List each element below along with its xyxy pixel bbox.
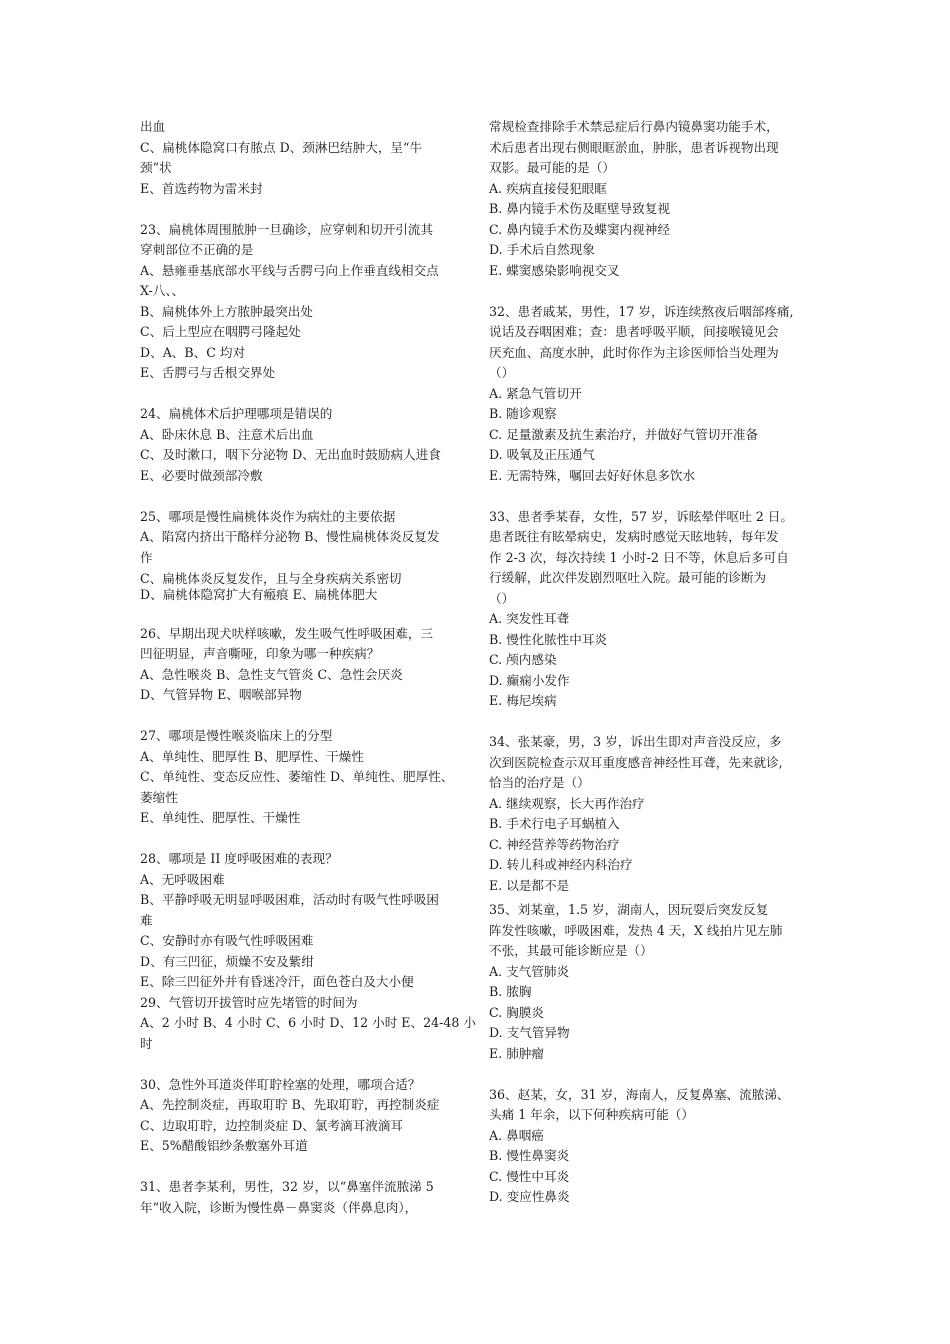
question-stem: 23、扁桃体周围脓肿一旦确诊，应穿刺和切开引流其 <box>140 221 434 237</box>
answer-option: E、必要时做颈部冷敷 <box>140 467 263 483</box>
answer-option: C. 胸膜炎 <box>489 1004 544 1020</box>
answer-option: B. 手术行电子耳蜗植入 <box>489 816 620 831</box>
text-line: E、首选药物为雷米封 <box>140 180 263 196</box>
answer-option: C、扁桃体炎反复发作，且与全身疾病关系密切 <box>140 571 402 586</box>
answer-option: A、卧床休息 B、注意术后出血 <box>140 426 314 442</box>
question-stem: 31、患者李某利，男性，32 岁，以“鼻塞伴流脓涕 5 <box>140 1179 434 1194</box>
answer-option: E、除三凹征外并有昏迷冷汗，面色苍白及大小便 <box>140 974 414 989</box>
question-block <box>489 1085 817 1208</box>
question-stem: 阵发性咳嗽，呼吸困难，发热 4 天，X 线拍片见左肺 <box>489 922 783 938</box>
answer-option: A. 支气管肺炎 <box>489 963 570 979</box>
answer-option: D、有三凹征，烦燥不安及紫绀 <box>140 953 314 969</box>
question-stem: 穿刺部位不正确的是 <box>140 242 254 257</box>
answer-option: A、单纯性、肥厚性 B、肥厚性、干燥性 <box>140 748 364 764</box>
answer-option: A. 突发性耳聋 <box>489 611 570 626</box>
question-block <box>140 117 468 199</box>
question-stem: 35、刘某童，1.5 岁，湖南人，因玩耍后突发反复 <box>489 902 769 917</box>
answer-option: D. 手术后自然现象 <box>489 242 595 257</box>
text-line: 出血 <box>140 119 166 134</box>
answer-option: C. 慢性中耳炎 <box>489 1168 570 1184</box>
answer-option: D. 转儿科或神经内科治疗 <box>489 857 633 872</box>
question-stem: （） <box>489 590 515 606</box>
question-block <box>489 732 817 896</box>
answer-option: D、扁桃体隐窝扩大有瘢痕 E、扁桃体肥大 <box>140 587 378 602</box>
question-block <box>140 849 468 993</box>
answer-option: A. 疾病直接侵犯眼眶 <box>489 180 607 196</box>
answer-option: A、先控制炎症，再取耵聍 B、先取耵聍，再控制炎症 <box>140 1097 440 1112</box>
answer-option: E、5%醋酸铝纱条敷塞外耳道 <box>140 1138 308 1153</box>
answer-option: X-八、、 <box>140 283 185 298</box>
answer-option: B、扁桃体外上方脓肿最突出处 <box>140 303 313 319</box>
text-line: C、扁桃体隐窝口有脓点 D、颈淋巴结肿大，呈“牛 <box>140 139 423 155</box>
question-block <box>140 1177 468 1218</box>
question-stem: 双影。最可能的是（） <box>489 160 615 175</box>
question-stem: 不张，其最可能诊断应是（） <box>489 943 653 958</box>
answer-option: B. 慢性鼻窦炎 <box>489 1148 570 1163</box>
answer-option: A、无呼吸困难 <box>140 871 225 887</box>
question-block <box>140 1075 468 1157</box>
answer-option: D. 癫痫小发作 <box>489 672 570 688</box>
question-block <box>140 404 468 486</box>
answer-option: D. 支气管异物 <box>489 1025 570 1040</box>
answer-option: E. 梅尼埃病 <box>489 693 557 708</box>
answer-option: 时 <box>140 1035 153 1051</box>
question-stem: 头痛 1 年余，以下何种疾病可能（） <box>489 1107 694 1122</box>
answer-option: D、A、B、C 均对 <box>140 344 246 360</box>
question-stem: 34、张某豪，男，3 岁，诉出生即对声音没反应，多 <box>489 734 782 749</box>
question-stem: 年”收入院，诊断为慢性鼻－鼻窦炎（伴鼻息肉）， <box>140 1199 418 1215</box>
question-stem: 患者既往有眩晕病史，发病时感觉天眩地转，每年发 <box>489 529 779 544</box>
question-stem: 32、患者戚某，男性，17 岁，诉连续熬夜后咽部疼痛, <box>489 303 794 319</box>
question-block <box>489 900 817 1064</box>
answer-option: A、2 小时 B、4 小时 C、6 小时 D、12 小时 E、24-48 小 <box>140 1015 476 1030</box>
answer-option: C. 鼻内镜手术伤及蝶窦内视神经 <box>489 221 670 237</box>
answer-option: 作 <box>140 549 153 565</box>
answer-option: D. 吸氧及正压通气 <box>489 447 595 462</box>
question-stem: 26、早期出现犬吠样咳嗽，发生吸气性呼吸困难，三 <box>140 625 434 641</box>
question-stem: 28、哪项是 II 度呼吸困难的表现？ <box>140 851 338 866</box>
question-block <box>489 302 817 487</box>
answer-option: 萎缩性 <box>140 789 178 805</box>
question-stem: 作 2-3 次，每次持续 1 小时-2 日不等，休息后多可自 <box>489 549 789 565</box>
question-stem: 说话及吞咽困难；查：患者呼吸平顺，间接喉镜见会 <box>489 324 779 339</box>
right-column <box>489 117 817 1208</box>
question-block <box>489 117 817 281</box>
question-stem: 25、哪项是慢性扁桃体炎作为病灶的主要依据 <box>140 508 396 524</box>
answer-option: C. 颅内感染 <box>489 652 557 667</box>
answer-option: A、陷窝内挤出干酪样分泌物 B、慢性扁桃体炎反复发 <box>140 529 440 544</box>
answer-option: C、边取耵聍，边控制炎症 D、氯考滴耳液滴耳 <box>140 1117 404 1133</box>
question-stem: 24、扁桃体术后护理哪项是错误的 <box>140 406 333 421</box>
left-column <box>140 117 476 1218</box>
question-block <box>140 220 468 384</box>
text-line: 颈”状 <box>140 160 172 175</box>
question-block <box>489 507 817 712</box>
answer-option: 难 <box>140 912 153 928</box>
answer-option: C、单纯性、变态反应性、萎缩性 D、单纯性、肥厚性、 <box>140 769 454 784</box>
answer-option: E、单纯性、肥厚性、干燥性 <box>140 810 301 825</box>
question-block <box>140 726 468 829</box>
answer-option: E. 肺肿瘤 <box>489 1045 544 1061</box>
question-stem: （） <box>489 365 515 380</box>
answer-option: C. 足量激素及抗生素治疗，并做好气管切开准备 <box>489 426 759 442</box>
answer-option: A. 继续观察，长大再作治疗 <box>489 795 645 811</box>
answer-option: A、急性喉炎 B、急性支气管炎 C、急性会厌炎 <box>140 666 403 682</box>
answer-option: C. 神经营养等药物治疗 <box>489 836 620 852</box>
question-stem: 33、患者季某春，女性，57 岁，诉眩晕伴呕吐 2 日。 <box>489 508 793 524</box>
answer-option: B. 脓胸 <box>489 984 532 999</box>
question-stem: 恰当的治疗是（） <box>489 775 590 790</box>
answer-option: B、平静呼吸无明显呼吸困难，活动时有吸气性呼吸困 <box>140 892 439 907</box>
answer-option: A、悬雍垂基底部水平线与舌腭弓向上作垂直线相交点 <box>140 262 439 278</box>
question-stem: 术后患者出现右侧眼眶淤血，肿胀，患者诉视物出现 <box>489 139 779 155</box>
answer-option: C、及时漱口，咽下分泌物 D、无出血时鼓励病人进食 <box>140 447 441 462</box>
answer-option: E、舌腭弓与舌根交界处 <box>140 365 276 380</box>
question-stem: 36、赵某，女，31 岁，海南人，反复鼻塞、流脓涕、 <box>489 1086 790 1102</box>
answer-option: B. 鼻内镜手术伤及眶壁导致复视 <box>489 201 670 216</box>
question-block <box>140 624 468 706</box>
question-stem: 30、急性外耳道炎伴耵聍栓塞的处理，哪项合适？ <box>140 1076 421 1092</box>
answer-option: C、安静时亦有吸气性呼吸困难 <box>140 933 314 948</box>
answer-option: E. 以是都不是 <box>489 877 570 893</box>
answer-option: D. 变应性鼻炎 <box>489 1189 570 1204</box>
question-stem: 次到医院检查示双耳重度感音神经性耳聋，先来就诊, <box>489 754 783 770</box>
question-stem: 27、哪项是慢性喉炎临床上的分型 <box>140 728 333 743</box>
answer-option: B. 随诊观察 <box>489 406 557 421</box>
answer-option: B. 慢性化脓性中耳炎 <box>489 631 608 647</box>
answer-option: A. 鼻咽癌 <box>489 1127 544 1143</box>
question-stem: 厌充血、高度水肿，此时你作为主诊医师恰当处理为 <box>489 344 779 360</box>
answer-option: E. 蝶窦感染影响视交叉 <box>489 262 620 278</box>
question-stem: 行缓解，此次伴发剧烈呕吐入院。最可能的诊断为 <box>489 570 767 585</box>
answer-option: E. 无需特殊，嘱回去好好休息多饮水 <box>489 467 696 483</box>
question-block <box>140 507 468 604</box>
question-stem: 29、气管切开拔管时应先堵管的时间为 <box>140 994 358 1010</box>
answer-option: C、后上型应在咽腭弓隆起处 <box>140 324 301 339</box>
question-stem: 常规检查排除手术禁忌症后行鼻内镜鼻窦功能手术， <box>489 119 779 134</box>
question-block <box>140 993 476 1055</box>
question-stem: 凹征明显，声音嘶哑，印象为哪一种疾病？ <box>140 646 380 661</box>
answer-option: A. 紧急气管切开 <box>489 385 582 401</box>
answer-option: D、气管异物 E、咽喉部异物 <box>140 687 302 702</box>
